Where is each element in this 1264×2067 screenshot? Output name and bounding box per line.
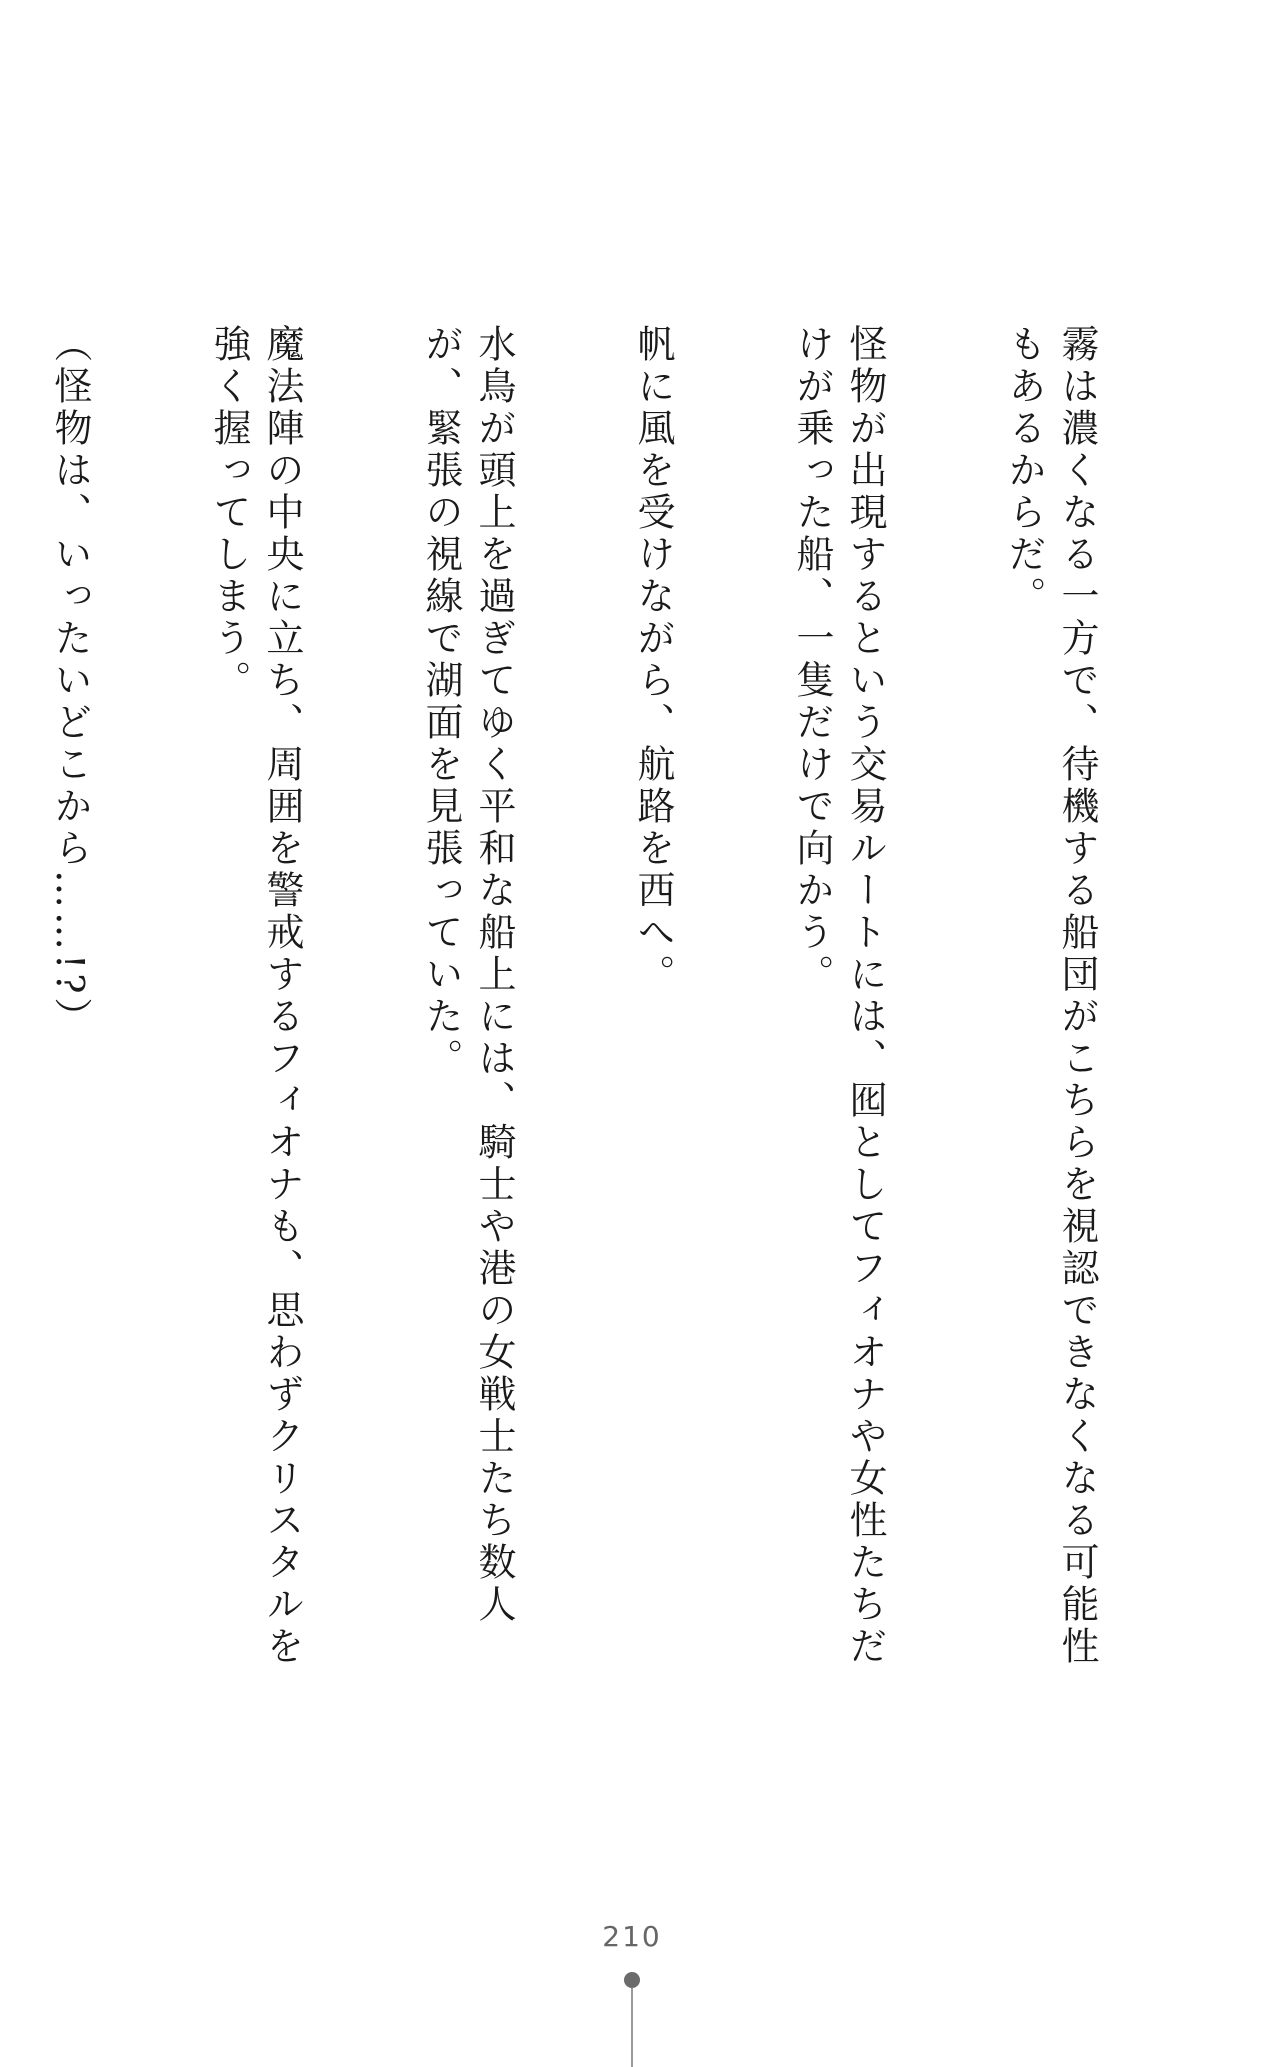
paragraph: 霧は濃くなる一方で、待機する船団がこちらを視認できなくなる可能性もあるからだ。 bbox=[1002, 324, 1099, 1668]
paragraph: 魔法陣の中央に立ち、周囲を警戒するフィオナも、思わずクリスタルを強く握ってしまう。 bbox=[207, 324, 304, 1668]
footer-line-ornament bbox=[631, 1988, 633, 2067]
body-text bbox=[0, 324, 1209, 1684]
page-footer bbox=[0, 1920, 1264, 1953]
page-number: 210 bbox=[602, 1920, 662, 1953]
paragraph: 帆に風を受けながら、航路を西へ。 bbox=[631, 324, 675, 996]
paragraph: 怪物が出現するという交易ルートには、囮としてフィオナや女性たちだけが乗った船、一隻だけで向かう。 bbox=[790, 324, 887, 1668]
footer-dot-ornament bbox=[624, 1972, 640, 1988]
paragraph: 水鳥が頭上を過ぎてゆく平和な船上には、騎士や港の女戦士たち数人が、緊張の視線で湖面を見張っていた。 bbox=[419, 324, 516, 1626]
paragraph: （怪物は、いったいどこから……!?） bbox=[48, 324, 92, 1040]
